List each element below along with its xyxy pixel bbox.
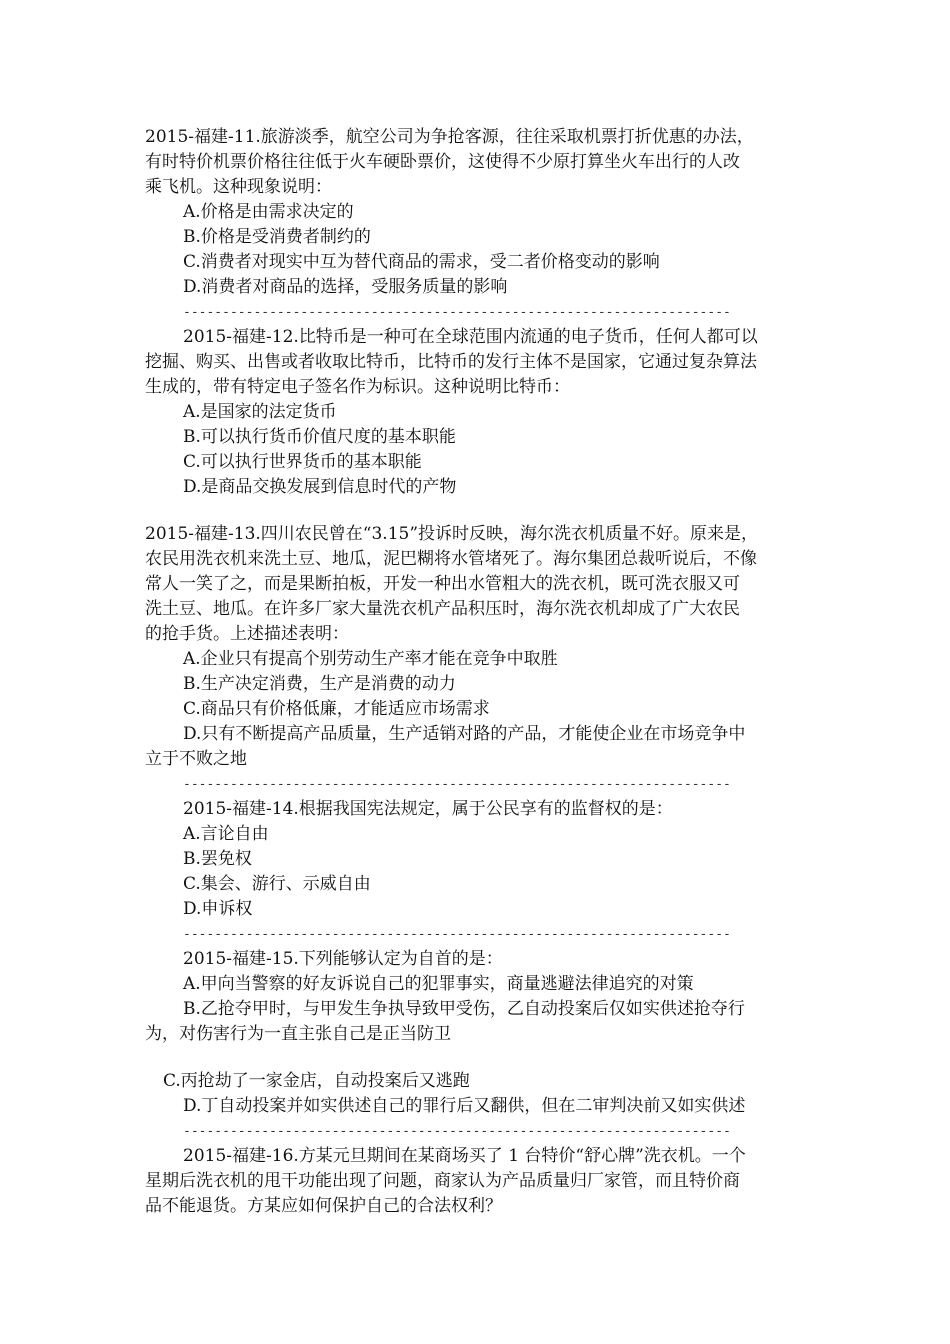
q13-option-b: B.生产决定消费，生产是消费的动力 [183, 674, 456, 694]
q12-option-d: D.是商品交换发展到信息时代的产物 [183, 477, 457, 497]
q11-stem-line: 乘飞机。这种现象说明： [145, 177, 332, 197]
q13-stem-line: 常人一笑了之，而是果断拍板，开发一种出水管粗大的洗衣机，既可洗衣服又可 [145, 574, 740, 594]
q11-option-c: C.消费者对现实中互为替代商品的需求，受二者价格变动的影响 [183, 252, 660, 272]
q12-option-b: B.可以执行货币价值尺度的基本职能 [183, 427, 456, 447]
q13-option-a: A.企业只有提高个别劳动生产率才能在竞争中取胜 [183, 649, 558, 669]
q11-stem-line: 2015-福建-11.旅游淡季，航空公司为争抢客源，往往采取机票打折优惠的办法， [145, 127, 754, 147]
q14-option-b: B.罢免权 [183, 849, 252, 869]
q13-option-d-continued: 立于不败之地 [145, 749, 247, 769]
q12-stem-line: 挖掘、购买、出售或者收取比特币，比特币的发行主体不是国家，它通过复杂算法 [145, 352, 757, 372]
q15-option-b: B.乙抢夺甲时，与甲发生争执导致甲受伤，乙自动投案后仅如实供述抢夺行 [183, 999, 745, 1019]
q11-option-b: B.价格是受消费者制约的 [183, 227, 371, 247]
q12-option-a: A.是国家的法定货币 [183, 402, 337, 422]
q14-option-d: D.申诉权 [183, 899, 253, 919]
q14-stem-line: 2015-福建-14.根据我国宪法规定，属于公民享有的监督权的是： [183, 799, 673, 819]
q16-stem-line: 品不能退货。方某应如何保护自己的合法权利？ [145, 1196, 502, 1216]
q13-option-c: C.商品只有价格低廉，才能适应市场需求 [183, 699, 490, 719]
separator-line: ---------------------------------------------------------------------- [183, 777, 731, 792]
separator-line: ---------------------------------------------------------------------- [183, 305, 731, 320]
q13-stem-line: 2015-福建-13.四川农民曾在“3.15”投诉时反映，海尔洗衣机质量不好。原来是， [145, 524, 759, 544]
q12-stem-line: 2015-福建-12.比特币是一种可在全球范围内流通的电子货币，任何人都可以 [183, 327, 758, 347]
q15-option-b-continued: 为，对伤害行为一直主张自己是正当防卫 [145, 1024, 451, 1044]
q15-stem-line: 2015-福建-15.下列能够认定为自首的是： [183, 949, 503, 969]
q13-option-d: D.只有不断提高产品质量，生产适销对路的产品，才能使企业在市场竞争中 [183, 724, 746, 744]
q11-stem-line: 有时特价机票价格往往低于火车硬卧票价，这使得不少原打算坐火车出行的人改 [145, 152, 740, 172]
separator-line: ---------------------------------------------------------------------- [183, 927, 731, 942]
q15-option-a: A.甲向当警察的好友诉说自己的犯罪事实，商量逃避法律追究的对策 [183, 974, 694, 994]
q11-option-a: A.价格是由需求决定的 [183, 202, 354, 222]
q12-option-c: C.可以执行世界货币的基本职能 [183, 452, 422, 472]
q12-stem-line: 生成的，带有特定电子签名作为标识。这种说明比特币： [145, 377, 570, 397]
q13-stem-line: 的抢手货。上述描述表明： [145, 624, 349, 644]
q14-option-c: C.集会、游行、示威自由 [183, 874, 371, 894]
q15-option-d: D.丁自动投案并如实供述自己的罪行后又翻供，但在二审判决前又如实供述 [183, 1096, 746, 1116]
q15-option-c: C.丙抢劫了一家金店，自动投案后又逃跑 [163, 1071, 470, 1091]
q13-stem-line: 农民用洗衣机来洗土豆、地瓜，泥巴糊将水管堵死了。海尔集团总裁听说后，不像 [145, 549, 757, 569]
separator-line: ---------------------------------------------------------------------- [183, 1124, 731, 1139]
q16-stem-line: 2015-福建-16.方某元旦期间在某商场买了 1 台特价“舒心牌”洗衣机。一个 [183, 1146, 746, 1166]
q11-option-d: D.消费者对商品的选择，受服务质量的影响 [183, 277, 508, 297]
q16-stem-line: 星期后洗衣机的甩干功能出现了问题，商家认为产品质量归厂家管，而且特价商 [145, 1171, 740, 1191]
q14-option-a: A.言论自由 [183, 824, 269, 844]
q13-stem-line: 洗土豆、地瓜。在许多厂家大量洗衣机产品积压时，海尔洗衣机却成了广大农民 [145, 599, 740, 619]
